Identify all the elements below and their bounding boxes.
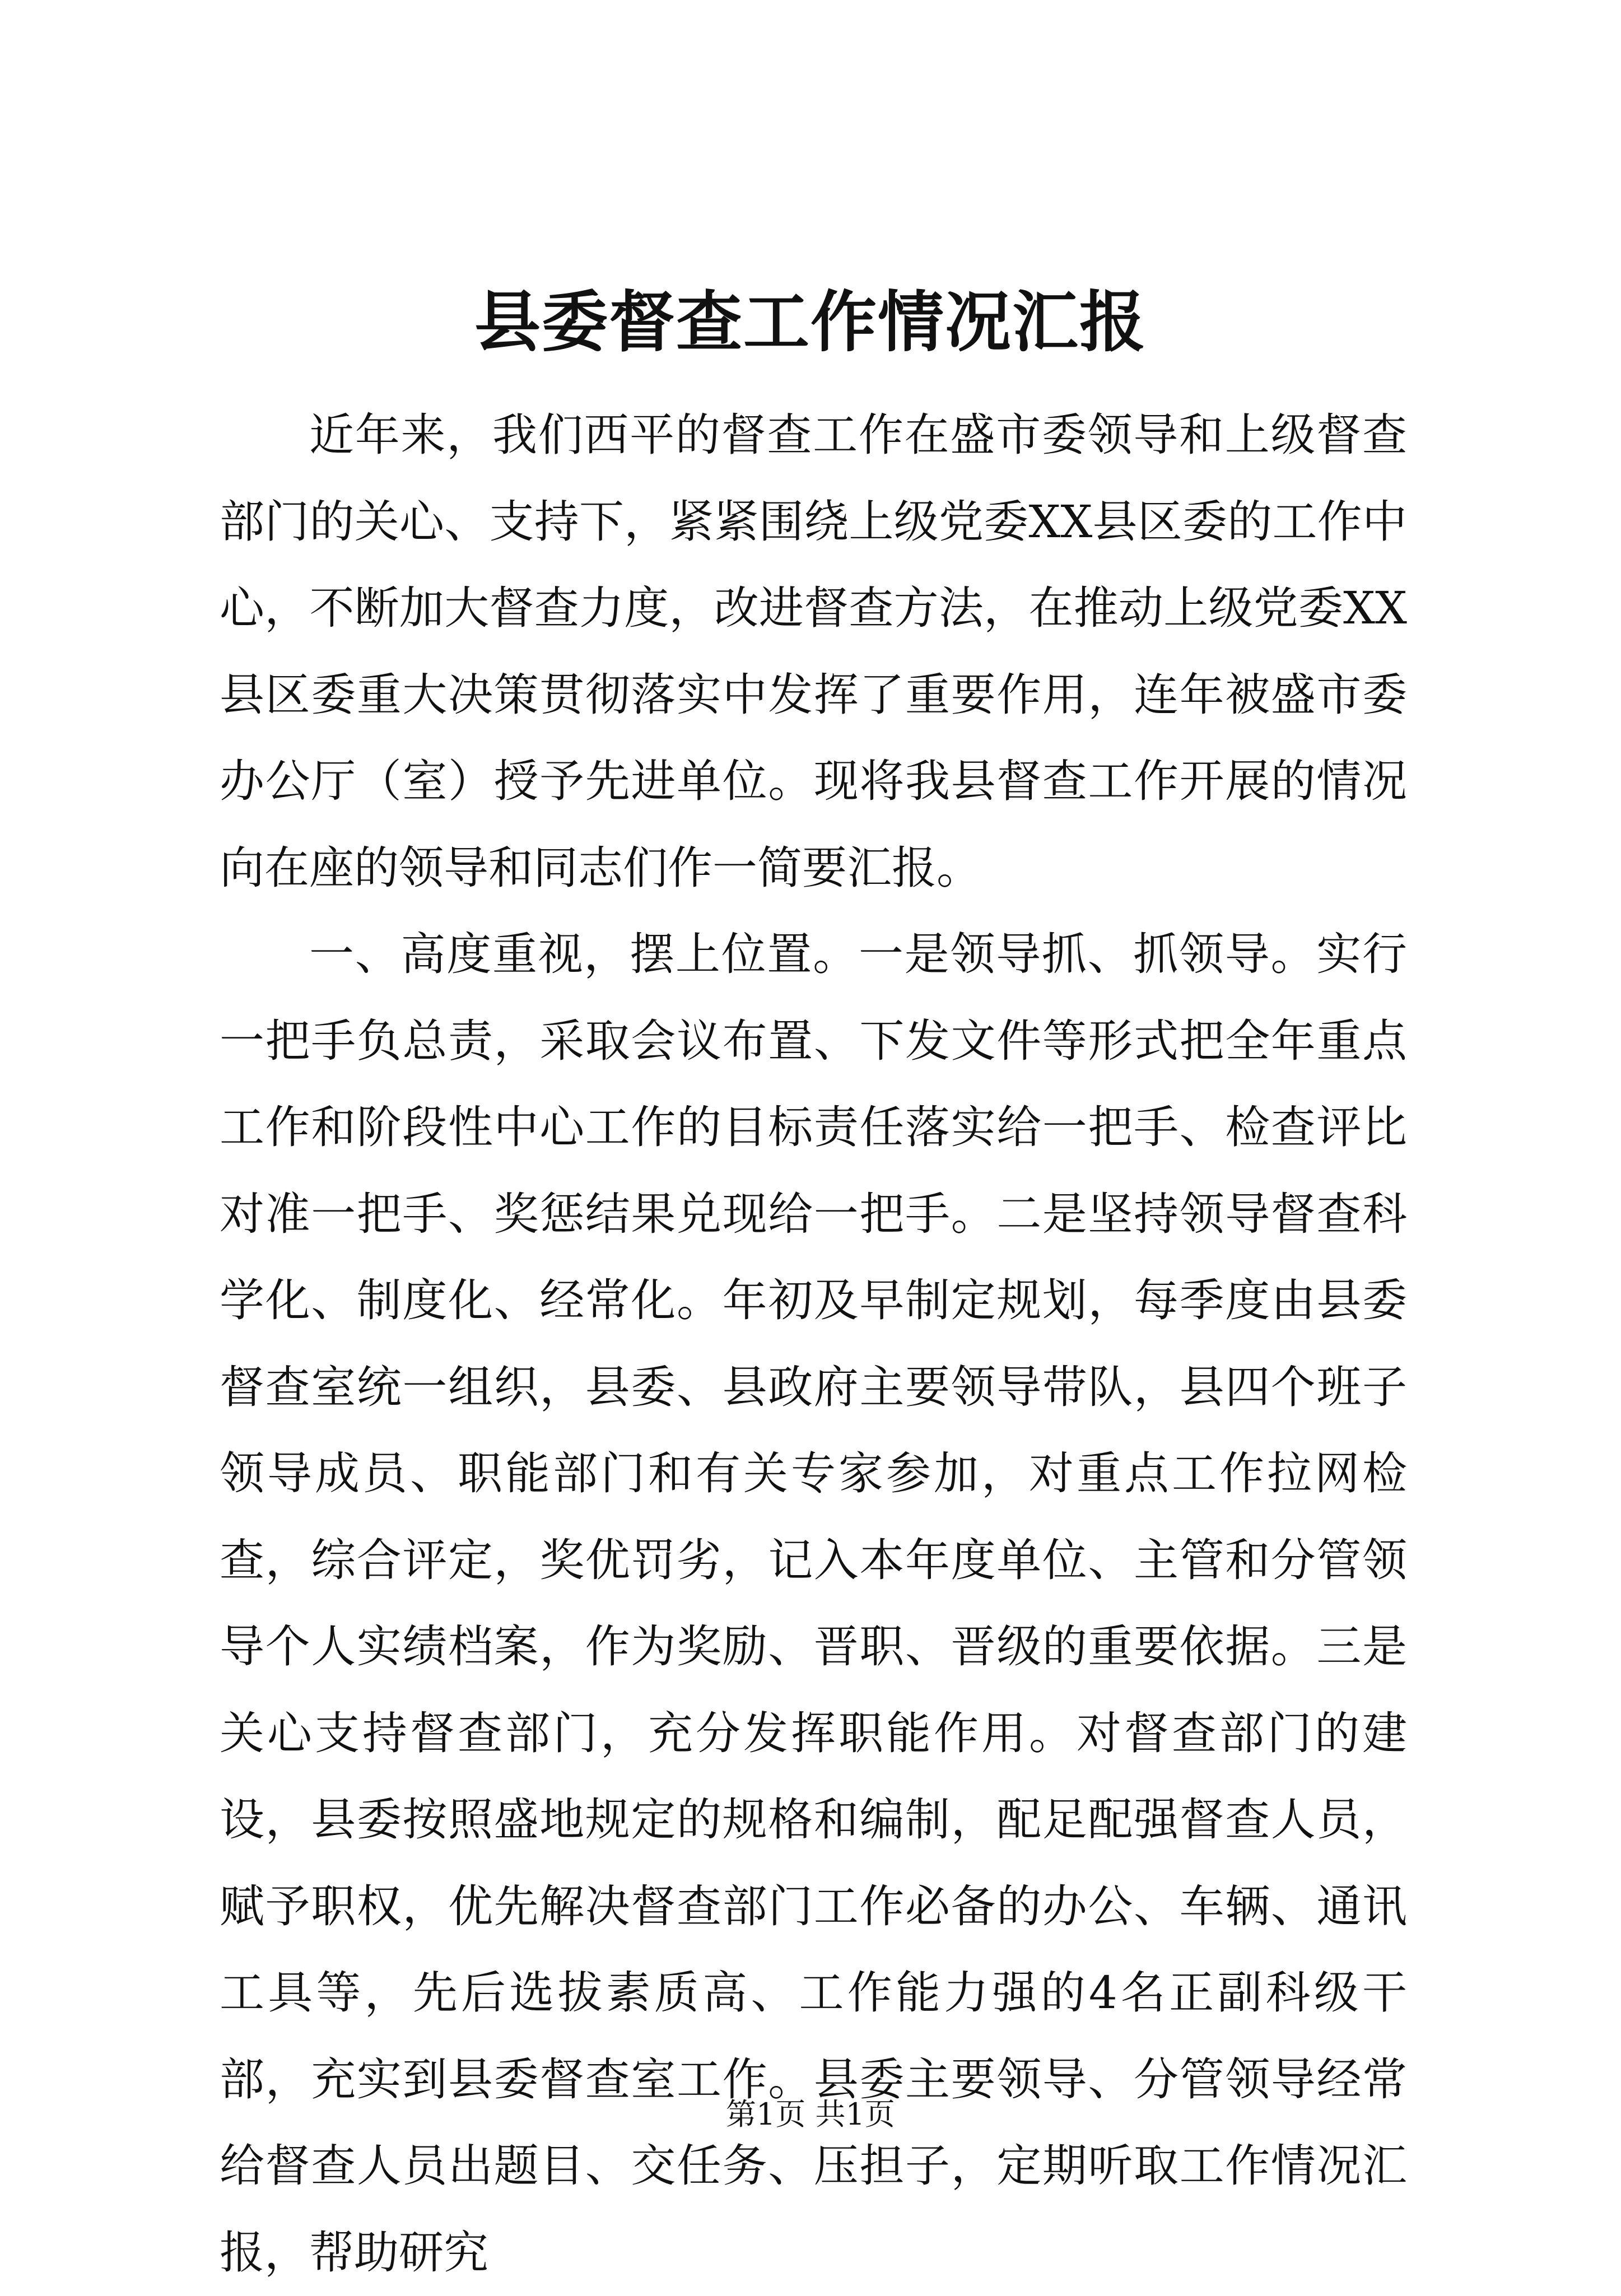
document-body — [220, 392, 1407, 2296]
page-number-footer: 第1页 共1页 — [726, 2097, 895, 2132]
paragraph-intro: 近年来，我们西平的督查工作在盛市委领导和上级督查部门的关心、支持下，紧紧围绕上级党委XX县区委的工作中心，不断加大督查力度，改进督查方法，在推动上级党委XX县区委重大决策贯彻落实中发挥了重要作用，连年被盛市委办公厅（室）授予先进单位。现将我县督查工作开展的情况向在座的领导和同志们作一简要汇报。 — [220, 409, 1407, 894]
document-title: 县委督查工作情况汇报 — [474, 283, 1147, 361]
paragraph-section-one: 一、高度重视，摆上位置。一是领导抓、抓领导。实行一把手负总责，采取会议布置、下发文件等形式把全年重点工作和阶段性中心工作的目标责任落实给一把手、检查评比对准一把手、奖惩结果兑现给一把手。二是坚持领导督查科学化、制度化、经常化。年初及早制定规划，每季度由县委督查室统一组织，县委、县政府主要领导带队，县四个班子领导成员、职能部门和有关专家参加，对重点工作拉网检查，综合评定，奖优罚劣，记入本年度单位、主管和分管领导个人实绩档案，作为奖励、晋职、晋级的重要依据。三是关心支持督查部门，充分发挥职能作用。对督查部门的建设，县委按照盛地规定的规格和编制，配足配强督查人员，赋予职权，优先解决督查部门工作必备的办公、车辆、通讯工具等，先后选拔素质高、工作能力强的4名正副科级干部，充实到县委督查室工作。县委主要领导、分管领导经常给督查人员出题目、交任务、压担子，定期听取工作情况汇报，帮助研究 — [220, 928, 1407, 2279]
